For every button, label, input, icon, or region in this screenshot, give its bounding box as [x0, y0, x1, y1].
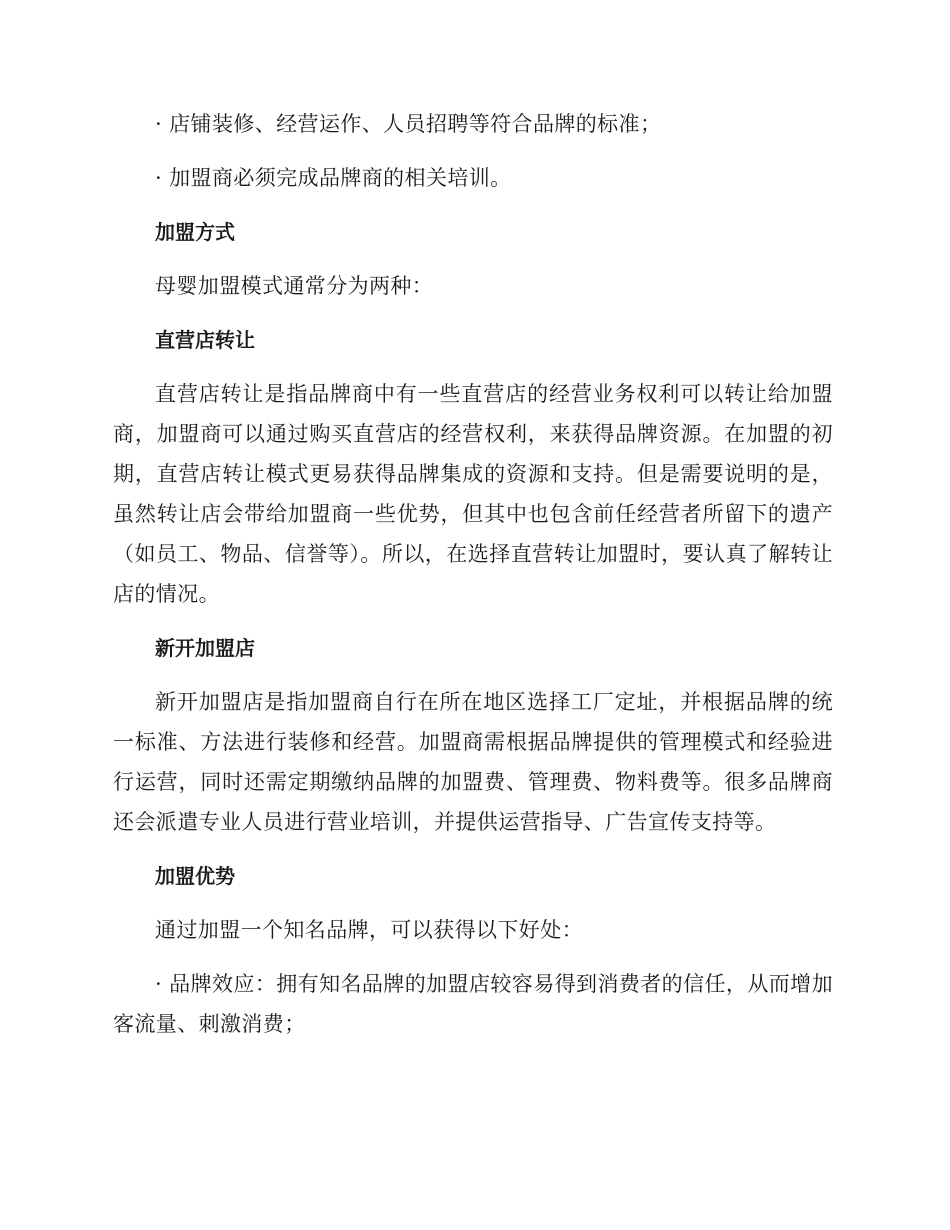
bullet-store-standards: · 店铺装修、经营运作、人员招聘等符合品牌的标准；	[155, 112, 662, 136]
paragraph-advantages-intro: 通过加盟一个知名品牌，可以获得以下好处：	[155, 918, 583, 942]
paragraph-direct-transfer: 直营店转让是指品牌商中有一些直营店的经营业务权利可以转让给加盟商，加盟商可以通过购买直营店的经营权利，来获得品牌资源。在加盟的初期，直营店转让模式更易获得品牌集成的资源和支持。但是需要说明的是，虽然转让店会带给加盟商一些优势，但其中也包含前任经营者所留下的遗产（如员工、物品、信誉等）。所以，在选择直营转让加盟时，要认真了解转让店的情况。	[113, 382, 833, 606]
bullet-training-required: · 加盟商必须完成品牌商的相关培训。	[155, 166, 512, 190]
paragraph-join-method-intro: 母婴加盟模式通常分为两种：	[155, 274, 434, 298]
heading-join-method: 加盟方式	[155, 220, 235, 244]
heading-advantages: 加盟优势	[155, 864, 235, 888]
bullet-brand-effect: · 品牌效应：拥有知名品牌的加盟店较容易得到消费者的信任，从而增加客流量、刺激消费；	[113, 972, 833, 1036]
heading-new-store: 新开加盟店	[155, 636, 255, 660]
paragraph-new-store: 新开加盟店是指加盟商自行在所在地区选择工厂定址，并根据品牌的统一标准、方法进行装修和经营。加盟商需根据品牌提供的管理模式和经验进行运营，同时还需定期缴纳品牌的加盟费、管理费、物料费等。很多品牌商还会派遣专业人员进行营业培训，并提供运营指导、广告宣传支持等。	[113, 690, 833, 834]
document-body	[113, 104, 833, 1044]
heading-direct-transfer: 直营店转让	[155, 328, 255, 352]
